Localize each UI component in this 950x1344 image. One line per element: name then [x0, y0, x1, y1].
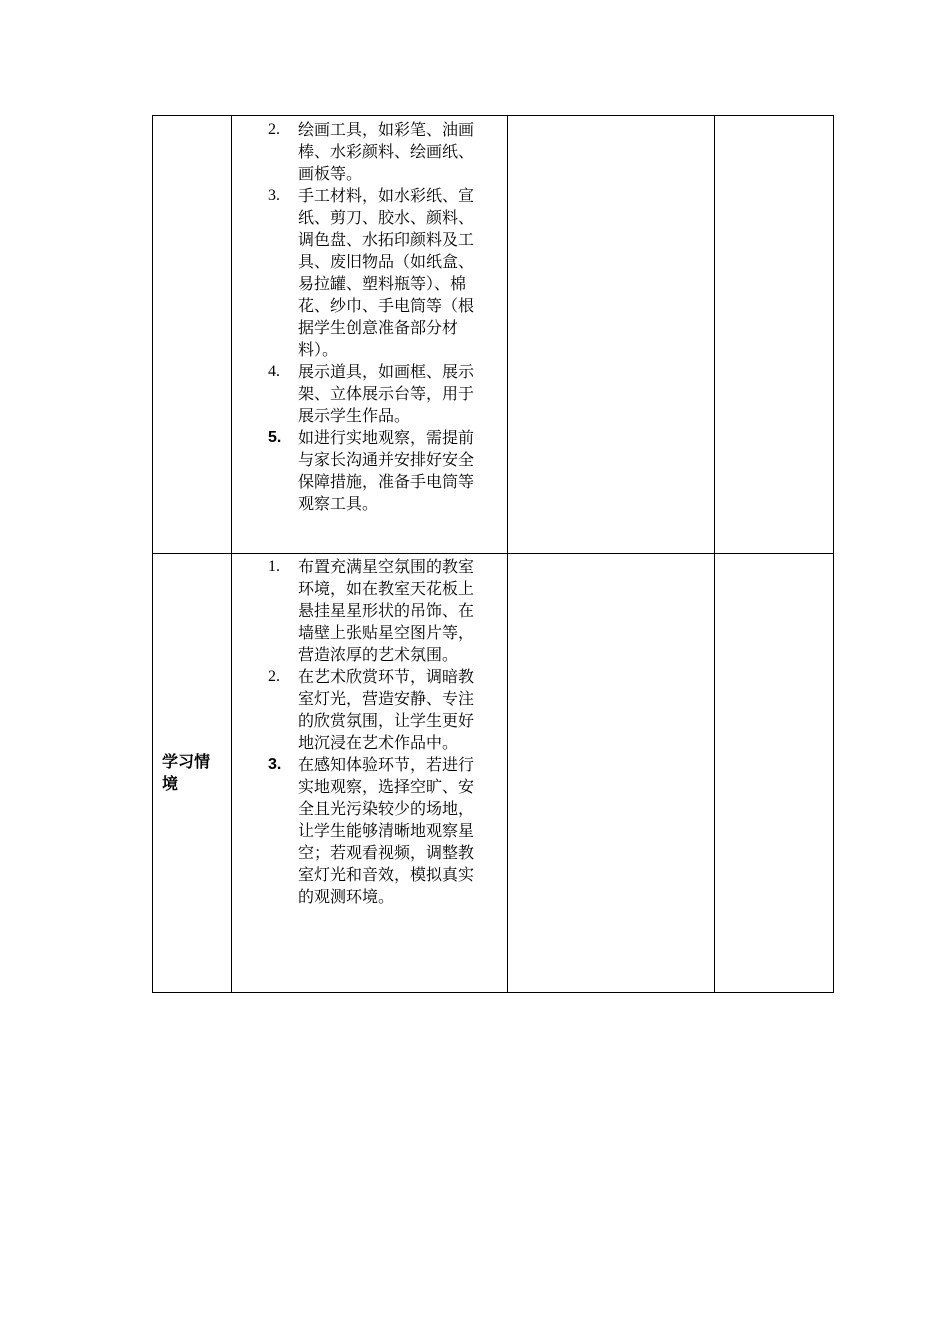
list-text: 手工材料，如水彩纸、宣纸、剪刀、胶水、颜料、调色盘、水拓印颜料及工具、废旧物品（如纸盒、易拉罐、塑料瓶等）、棉花、纱巾、手电筒等（根据学生创意准备部分材料）。 [298, 186, 475, 359]
row-label-cell [153, 554, 232, 993]
list-number: 4. [268, 363, 280, 380]
table-row [153, 554, 834, 993]
list-number: 3. [268, 187, 280, 204]
table-row [153, 116, 834, 554]
list-number: 1. [268, 558, 280, 575]
empty-cell [508, 116, 715, 554]
content-cell [232, 116, 508, 554]
content-cell [232, 554, 508, 993]
row-label: 学习情境 [162, 752, 211, 793]
empty-cell [715, 554, 834, 993]
row-label-cell [153, 116, 232, 554]
list-item [268, 361, 474, 427]
list-text: 布置充满星空氛围的教室环境，如在教室天花板上悬挂星星形状的吊饰、在墙壁上张贴星空图片等，营造浓厚的艺术氛围。 [298, 557, 475, 664]
list-number: 2. [268, 121, 280, 138]
list-text: 在艺术欣赏环节，调暗教室灯光，营造安静、专注的欣赏氛围，让学生更好地沉浸在艺术作品中。 [298, 667, 475, 752]
numbered-list [232, 116, 474, 515]
empty-cell [715, 116, 834, 554]
list-number: 3. [268, 756, 282, 773]
list-item [268, 119, 474, 185]
list-item [268, 185, 474, 361]
numbered-list [232, 554, 474, 908]
list-item [268, 427, 474, 515]
list-number: 5. [268, 429, 282, 446]
list-number: 2. [268, 668, 280, 685]
list-item [268, 556, 474, 666]
document-table [152, 115, 834, 993]
list-text: 绘画工具，如彩笔、油画棒、水彩颜料、绘画纸、画板等。 [298, 120, 475, 183]
list-text: 展示道具，如画框、展示架、立体展示台等，用于展示学生作品。 [298, 362, 475, 425]
empty-cell [508, 554, 715, 993]
list-text: 在感知体验环节，若进行实地观察，选择空旷、安全且光污染较少的场地，让学生能够清晰地观察星空；若观看视频，调整教室灯光和音效，模拟真实的观测环境。 [298, 755, 475, 906]
list-item [268, 666, 474, 754]
list-item [268, 754, 474, 908]
list-text: 如进行实地观察，需提前与家长沟通并安排好安全保障措施，准备手电筒等观察工具。 [298, 428, 475, 513]
